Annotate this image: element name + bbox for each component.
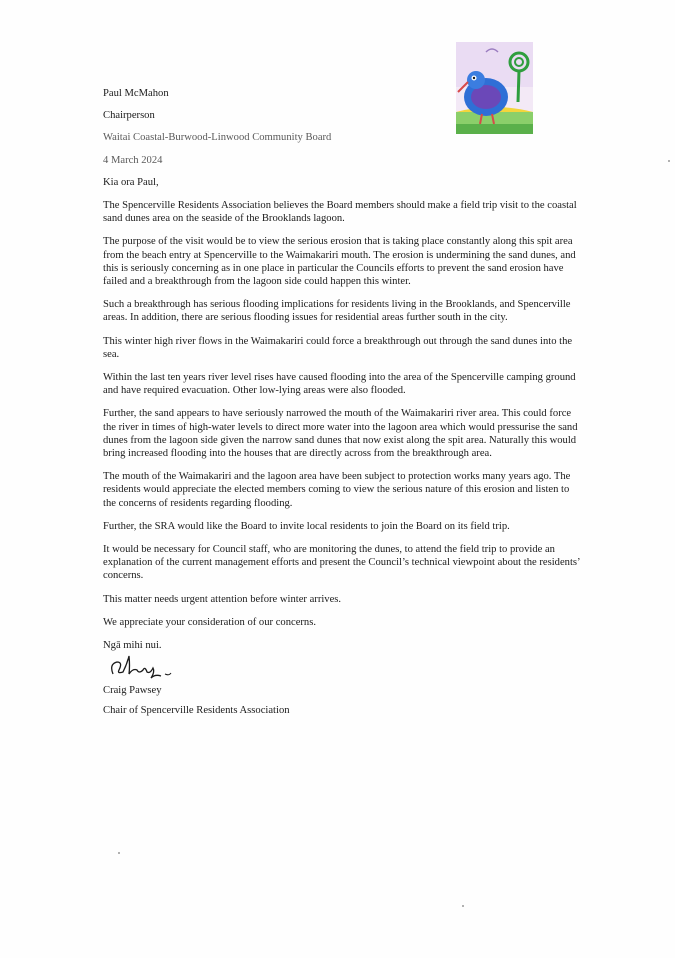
paragraph-7: The mouth of the Waimakariri and the lagoon area have been subject to protection works many years ago. The residents would appreciate the elected members coming to view the serious nature of this erosion and listen to the concerns of residents regarding flooding.: [103, 471, 571, 509]
signer-name: Craig Pawsey: [103, 685, 162, 697]
letter-date: 4 March 2024: [103, 154, 163, 166]
closing: Ngā mihi nui.: [103, 640, 162, 652]
recipient-name: Paul McMahon: [103, 88, 169, 99]
paragraph-10: This matter needs urgent attention before winter arrives.: [103, 593, 342, 605]
paragraph-2: The purpose of the visit would be to view the serious erosion that is taking place constantly along this spit area from the beach entry at Spencerville to the Waimakariri mouth. The erosion is undermining the sand dunes, and this is seriously concerning as in one place in particular the Councils efforts to prevent the sand erosion have failed and a breakthrough from the lagoon side could happen this winter.: [103, 236, 576, 288]
paragraph-1: The Spencerville Residents Association believes the Board members should make a field trip visit to the coastal sand dunes area on the seaside of the Brooklands lagoon.: [103, 200, 577, 225]
greeting: Kia ora Paul,: [103, 176, 159, 188]
scan-speck: [118, 852, 120, 854]
recipient-board: Waitai Coastal-Burwood-Linwood Community Board: [103, 132, 332, 144]
paragraph-4: This winter high river flows in the Waimakariri could force a breakthrough out through the sand dunes into the sea.: [103, 335, 573, 360]
paragraph-8: Further, the SRA would like the Board to invite local residents to join the Board on its field trip.: [103, 520, 510, 532]
letter-body: [103, 87, 581, 727]
signature-image: [105, 654, 177, 684]
paragraph-6: Further, the sand appears to have seriously narrowed the mouth of the Waimakariri river area. This could force the river in times of high-water levels to direct more water into the lagoon area which would pressurise the sand dunes from the lagoon side given the narrow sand dunes that now exist along the spit area. Naturally this would bring increased flooding into the houses that are directly across from the breakthrough area.: [103, 408, 578, 460]
scan-speck: [462, 905, 464, 907]
paragraph-5: Within the last ten years river level rises have caused flooding into the area of the Spencerville camping ground and have required evacuation. Other low-lying areas were also flooded.: [103, 372, 576, 397]
scan-speck: [668, 160, 670, 162]
signer-title: Chair of Spencerville Residents Association: [103, 704, 290, 716]
paragraph-11: We appreciate your consideration of our concerns.: [103, 616, 316, 628]
recipient-position: Chairperson: [103, 110, 155, 122]
paragraph-3: Such a breakthrough has serious flooding implications for residents living in the Brooklands, and Spencerville areas. In addition, there are serious flooding issues for residential areas further south in the city.: [103, 299, 571, 324]
handwritten-signature-icon: [105, 654, 177, 684]
paragraph-9: It would be necessary for Council staff, who are monitoring the dunes, to attend the field trip to provide an explanation of the current management efforts and present the Council’s technical viewpoint about the residents’ concerns.: [103, 544, 580, 582]
